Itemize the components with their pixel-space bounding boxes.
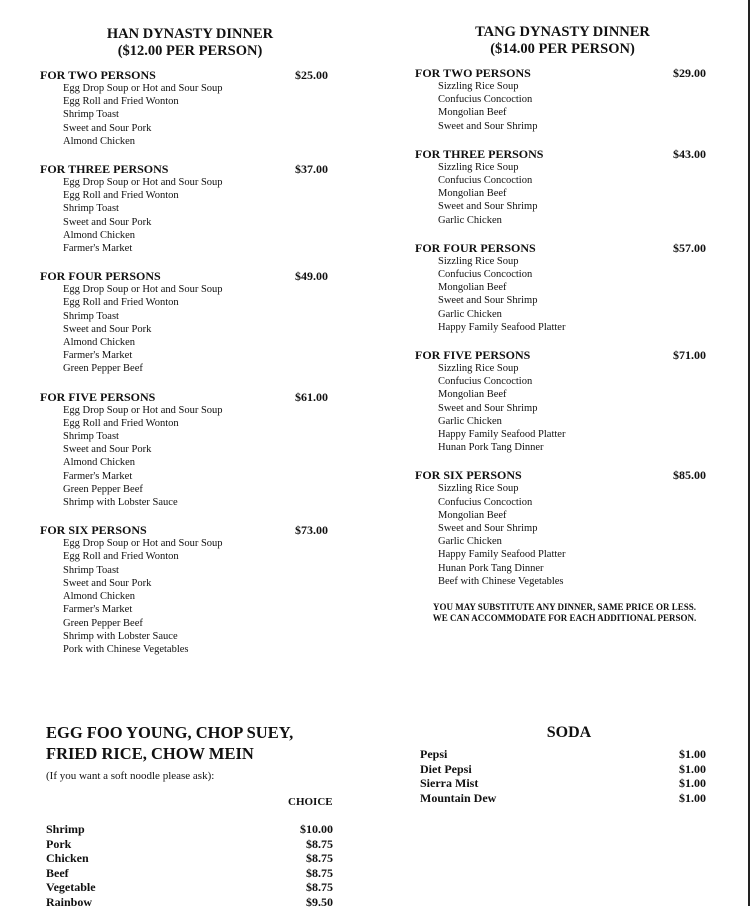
menu-item: Sweet and Sour Shrimp bbox=[438, 295, 538, 307]
egg-foo-price-list bbox=[46, 822, 336, 910]
han-group-label: FOR THREE PERSONS bbox=[40, 162, 169, 177]
tang-group-price: $43.00 bbox=[673, 146, 706, 161]
han-group-price: $49.00 bbox=[295, 269, 328, 284]
item-name: Chicken bbox=[46, 851, 89, 866]
menu-item: Sweet and Sour Pork bbox=[63, 323, 152, 335]
tang-subtitle: ($14.00 PER PERSON) bbox=[490, 41, 635, 57]
price-row bbox=[420, 747, 708, 762]
menu-item: Shrimp Toast bbox=[63, 203, 119, 215]
menu-item: Egg Drop Soup or Hot and Sour Soup bbox=[63, 83, 223, 94]
menu-item: Mongolian Beef bbox=[438, 509, 507, 521]
tang-group-items bbox=[415, 80, 710, 133]
price-row bbox=[46, 866, 336, 881]
item-price: $1.00 bbox=[679, 776, 706, 791]
choice-label: CHOICE bbox=[288, 796, 333, 808]
menu-item: Garlic Chicken bbox=[438, 308, 502, 320]
han-group-label: FOR SIX PERSONS bbox=[40, 523, 147, 538]
price-row bbox=[46, 851, 336, 866]
egg-foo-young-section bbox=[46, 723, 346, 782]
item-name: Mountain Dew bbox=[420, 790, 497, 805]
tang-group-price: $57.00 bbox=[673, 240, 706, 255]
han-group-items bbox=[40, 82, 340, 148]
tang-group-label: FOR FIVE PERSONS bbox=[415, 348, 531, 363]
item-price: $1.00 bbox=[679, 761, 706, 776]
han-group bbox=[40, 269, 340, 375]
menu-item: Shrimp with Lobster Sauce bbox=[63, 497, 178, 509]
tang-group-label: FOR THREE PERSONS bbox=[415, 146, 544, 161]
han-group-price: $25.00 bbox=[295, 68, 328, 82]
menu-item: Mongolian Beef bbox=[438, 107, 507, 119]
menu-item: Shrimp Toast bbox=[63, 564, 119, 576]
tang-group-price: $85.00 bbox=[673, 468, 706, 483]
menu-item: Happy Family Seafood Platter bbox=[438, 549, 566, 561]
menu-item: Garlic Chicken bbox=[438, 214, 502, 226]
han-title: HAN DYNASTY DINNER bbox=[106, 26, 274, 42]
item-price: $8.75 bbox=[306, 880, 333, 895]
price-row bbox=[46, 895, 336, 910]
tang-group bbox=[415, 348, 710, 454]
menu-item: Shrimp Toast bbox=[63, 431, 119, 443]
menu-item: Almond Chicken bbox=[63, 457, 136, 469]
tang-group-label: FOR TWO PERSONS bbox=[415, 66, 531, 80]
soda-title: SODA bbox=[546, 724, 592, 741]
item-price: $8.75 bbox=[306, 836, 333, 851]
menu-item: Confucius Concoction bbox=[438, 94, 533, 106]
tang-group bbox=[415, 147, 710, 227]
han-group-price: $73.00 bbox=[295, 523, 328, 538]
menu-item: Garlic Chicken bbox=[438, 415, 502, 427]
note-line-1: YOU MAY SUBSTITUTE ANY DINNER, SAME PRICE OR LESS. bbox=[432, 602, 697, 613]
item-price: $9.50 bbox=[306, 894, 333, 909]
tang-group-price: $71.00 bbox=[673, 348, 706, 363]
tang-group-list bbox=[415, 66, 710, 588]
item-price: $1.00 bbox=[679, 790, 706, 805]
menu-item: Sweet and Sour Pork bbox=[63, 577, 152, 589]
menu-item: Farmer's Market bbox=[63, 604, 133, 616]
han-subtitle: ($12.00 PER PERSON) bbox=[117, 43, 263, 59]
item-name: Beef bbox=[46, 865, 69, 880]
han-group-items bbox=[40, 283, 340, 375]
han-group-price: $37.00 bbox=[295, 162, 328, 177]
menu-item: Happy Family Seafood Platter bbox=[438, 321, 566, 333]
menu-item: Almond Chicken bbox=[63, 135, 136, 147]
tang-group-items bbox=[415, 161, 710, 227]
menu-item: Hunan Pork Tang Dinner bbox=[438, 562, 544, 574]
tang-group-items bbox=[415, 482, 710, 588]
menu-item: Hunan Pork Tang Dinner bbox=[438, 442, 544, 454]
menu-item: Sizzling Rice Soup bbox=[438, 161, 519, 173]
menu-item: Confucius Concoction bbox=[438, 269, 533, 281]
tang-group-label: FOR SIX PERSONS bbox=[415, 468, 522, 483]
tang-group-items bbox=[415, 362, 710, 454]
han-group-price: $61.00 bbox=[295, 389, 328, 404]
menu-item: Shrimp with Lobster Sauce bbox=[63, 630, 178, 642]
item-name: Diet Pepsi bbox=[420, 761, 472, 776]
menu-item: Farmer's Market bbox=[63, 470, 133, 482]
menu-item: Almond Chicken bbox=[63, 337, 136, 349]
menu-item: Confucius Concoction bbox=[438, 376, 533, 388]
han-group bbox=[40, 162, 340, 255]
tang-group bbox=[415, 66, 710, 133]
han-group bbox=[40, 390, 340, 510]
menu-item: Egg Roll and Fried Wonton bbox=[63, 417, 179, 429]
menu-item: Egg Roll and Fried Wonton bbox=[63, 551, 179, 563]
menu-item: Sweet and Sour Shrimp bbox=[438, 120, 538, 132]
menu-item: Garlic Chicken bbox=[438, 536, 502, 548]
soda-section bbox=[420, 724, 708, 805]
menu-item: Egg Roll and Fried Wonton bbox=[63, 297, 179, 309]
item-price: $8.75 bbox=[306, 851, 333, 866]
tang-dynasty-section bbox=[415, 24, 710, 624]
price-row bbox=[46, 837, 336, 852]
item-name: Rainbow bbox=[46, 894, 93, 909]
menu-item: Sizzling Rice Soup bbox=[438, 81, 519, 92]
item-name: Pork bbox=[46, 836, 72, 851]
menu-item: Shrimp Toast bbox=[63, 310, 119, 322]
item-price: $1.00 bbox=[679, 747, 706, 761]
menu-item: Sweet and Sour Shrimp bbox=[438, 402, 538, 414]
menu-item: Confucius Concoction bbox=[438, 496, 533, 508]
menu-item: Mongolian Beef bbox=[438, 188, 507, 200]
menu-item: Almond Chicken bbox=[63, 229, 136, 241]
price-row bbox=[420, 762, 708, 777]
menu-item: Almond Chicken bbox=[63, 591, 136, 603]
tang-group-items bbox=[415, 255, 710, 334]
menu-item: Farmer's Market bbox=[63, 243, 133, 255]
menu-item: Egg Drop Soup or Hot and Sour Soup bbox=[63, 284, 223, 296]
menu-item: Green Pepper Beef bbox=[63, 483, 143, 495]
menu-item: Mongolian Beef bbox=[438, 389, 507, 401]
menu-item: Happy Family Seafood Platter bbox=[438, 429, 566, 441]
item-price: $8.75 bbox=[306, 865, 333, 880]
item-price: $10.00 bbox=[300, 822, 333, 836]
tang-title: TANG DYNASTY DINNER bbox=[475, 24, 650, 40]
menu-item: Egg Drop Soup or Hot and Sour Soup bbox=[63, 538, 223, 550]
menu-item: Farmer's Market bbox=[63, 350, 133, 362]
menu-item: Mongolian Beef bbox=[438, 282, 507, 294]
han-group-items bbox=[40, 176, 340, 255]
egg-foo-subtitle: (If you want a soft noodle please ask): bbox=[46, 770, 215, 782]
menu-item: Green Pepper Beef bbox=[63, 617, 143, 629]
menu-item: Sweet and Sour Pork bbox=[63, 122, 152, 134]
note-line-2: WE CAN ACCOMMODATE FOR EACH ADDITIONAL PERSON. bbox=[432, 613, 697, 624]
han-group bbox=[40, 523, 340, 656]
han-group bbox=[40, 68, 340, 148]
han-group-items bbox=[40, 404, 340, 510]
han-group-label: FOR TWO PERSONS bbox=[40, 68, 156, 82]
menu-item: Sweet and Sour Shrimp bbox=[438, 523, 538, 535]
menu-item: Egg Roll and Fried Wonton bbox=[63, 190, 179, 202]
menu-item: Sizzling Rice Soup bbox=[438, 255, 519, 267]
menu-item: Green Pepper Beef bbox=[63, 363, 143, 375]
price-row bbox=[46, 822, 336, 837]
han-dynasty-section bbox=[40, 26, 340, 656]
price-row bbox=[46, 880, 336, 895]
item-name: Shrimp bbox=[46, 822, 85, 836]
han-group-label: FOR FIVE PERSONS bbox=[40, 389, 156, 404]
menu-item: Shrimp Toast bbox=[63, 109, 119, 121]
tang-group-label: FOR FOUR PERSONS bbox=[415, 240, 536, 255]
tang-group bbox=[415, 468, 710, 588]
substitution-note bbox=[415, 602, 710, 624]
item-name: Pepsi bbox=[420, 747, 448, 761]
menu-item: Sizzling Rice Soup bbox=[438, 483, 519, 495]
menu-item: Egg Roll and Fried Wonton bbox=[63, 96, 179, 108]
menu-item: Confucius Concoction bbox=[438, 175, 533, 187]
tang-group bbox=[415, 241, 710, 334]
han-group-label: FOR FOUR PERSONS bbox=[40, 269, 161, 284]
egg-foo-title-line-2: FRIED RICE, CHOW MEIN bbox=[46, 743, 254, 763]
tang-group-price: $29.00 bbox=[673, 66, 706, 80]
soda-price-list bbox=[420, 747, 708, 805]
item-name: Vegetable bbox=[46, 880, 96, 895]
price-row bbox=[420, 791, 708, 806]
han-group-items bbox=[40, 537, 340, 656]
menu-item: Sizzling Rice Soup bbox=[438, 363, 519, 375]
menu-item: Sweet and Sour Shrimp bbox=[438, 201, 538, 213]
menu-item: Egg Drop Soup or Hot and Sour Soup bbox=[63, 404, 223, 416]
menu-item: Pork with Chinese Vegetables bbox=[63, 643, 189, 655]
menu-item: Sweet and Sour Pork bbox=[63, 444, 152, 456]
egg-foo-title-line-1: EGG FOO YOUNG, CHOP SUEY, bbox=[46, 723, 294, 742]
han-group-list bbox=[40, 68, 340, 656]
menu-item: Egg Drop Soup or Hot and Sour Soup bbox=[63, 177, 223, 189]
menu-item: Beef with Chinese Vegetables bbox=[438, 575, 564, 587]
item-name: Sierra Mist bbox=[420, 776, 479, 791]
price-row bbox=[420, 776, 708, 791]
menu-item: Sweet and Sour Pork bbox=[63, 216, 152, 228]
